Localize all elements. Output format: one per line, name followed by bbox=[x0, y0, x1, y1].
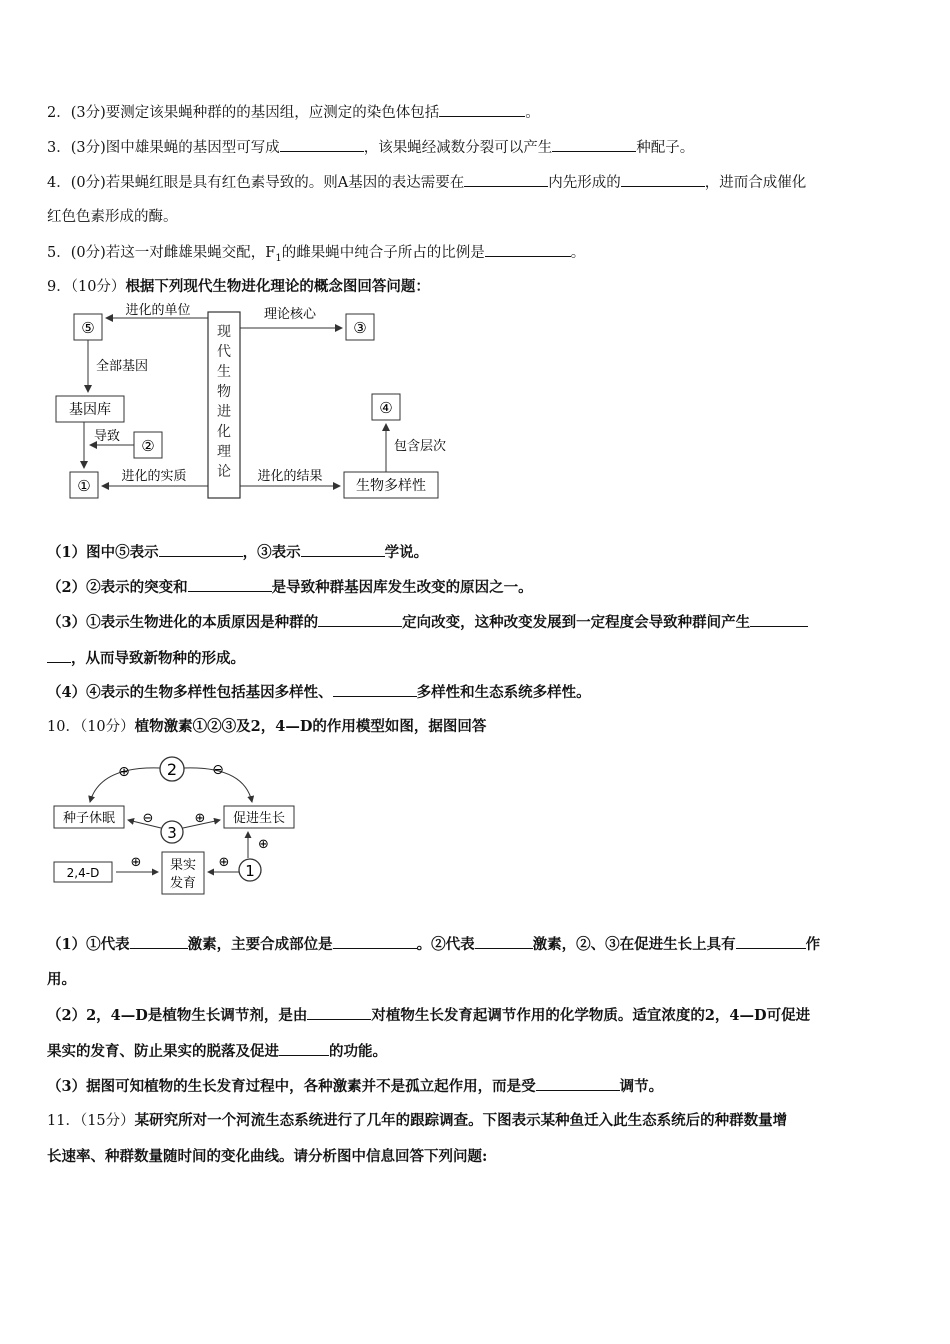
evolution-concept-diagram bbox=[50, 300, 470, 510]
q11-heading-cont: 长速率、种群数量随时间的变化曲线。请分析图中信息回答下列问题: bbox=[47, 1148, 488, 1165]
label-levels: 包含层次 bbox=[394, 439, 447, 454]
center-char: 生 bbox=[217, 364, 231, 380]
fruit-development-box: 果实 bbox=[169, 858, 197, 873]
center-char: 论 bbox=[217, 464, 231, 480]
answer-blank[interactable] bbox=[279, 1041, 329, 1056]
q10-heading: 10．（10分）植物激素①②③及2，4—D的作用模型如图，据图回答 bbox=[47, 718, 487, 735]
hormone-1-node: 1 bbox=[245, 862, 255, 880]
q8-item-2: 2．(3分)要测定该果蝇种群的的基因组，应测定的染色体包括 。 bbox=[47, 102, 540, 123]
answer-blank[interactable] bbox=[280, 137, 364, 152]
node-2: ② bbox=[141, 437, 155, 455]
answer-blank[interactable] bbox=[188, 577, 272, 592]
node-5: ⑤ bbox=[81, 319, 95, 337]
hormone-2-node: 2 bbox=[166, 760, 178, 779]
center-char: 理 bbox=[217, 444, 231, 460]
minus-sign: ⊖ bbox=[142, 811, 154, 826]
seed-dormancy-box: 种子休眠 bbox=[62, 811, 116, 826]
answer-blank[interactable] bbox=[736, 934, 806, 949]
promote-growth-box: 促进生长 bbox=[232, 811, 286, 826]
minus-sign: ⊖ bbox=[212, 762, 224, 778]
answer-blank[interactable] bbox=[439, 102, 525, 117]
answer-blank[interactable] bbox=[621, 172, 705, 187]
q10-part-3: （3）据图可知植物的生长发育过程中，各种激素并不是孤立起作用，而是受 调节。 bbox=[47, 1078, 664, 1095]
q10-part-1-cont: 用。 bbox=[47, 971, 76, 988]
answer-blank[interactable] bbox=[307, 1005, 371, 1020]
q9-part-4: （4）④表示的生物多样性包括基因多样性、 多样性和生态系统多样性。 bbox=[47, 684, 591, 701]
label-all-genes: 全部基因 bbox=[96, 359, 149, 374]
center-char: 现 bbox=[217, 324, 231, 340]
answer-blank[interactable] bbox=[159, 542, 243, 557]
answer-blank[interactable] bbox=[318, 612, 402, 627]
node-3: ③ bbox=[353, 319, 367, 337]
q8-item-5: 5．(0分)若这一对雌雄果蝇交配，$F_1$的雌果蝇中纯合子所占的比例是 。 bbox=[47, 242, 585, 269]
q9-part-3: （3）①表示生物进化的本质原因是种群的 定向改变，这种改变发展到一定程度会导致种群间产生 bbox=[47, 612, 808, 633]
label-core: 理论核心 bbox=[263, 307, 317, 322]
answer-blank[interactable] bbox=[333, 682, 417, 697]
node-4: ④ bbox=[379, 399, 393, 417]
q10-part-1: （1）①代表 激素，主要合成部位是 。②代表 激素，②、③在促进生长上具有 作 bbox=[47, 936, 821, 953]
q8-item-4-cont: 红色色素形成的酶。 bbox=[47, 209, 178, 225]
plus-sign: ⊕ bbox=[218, 855, 230, 870]
answer-blank[interactable] bbox=[301, 542, 385, 557]
2-4-d-box: 2,4-D bbox=[66, 866, 100, 880]
answer-blank[interactable] bbox=[750, 612, 808, 627]
node-1: ① bbox=[77, 477, 91, 495]
gene-pool-box: 基因库 bbox=[69, 402, 111, 418]
answer-blank[interactable] bbox=[536, 1076, 620, 1091]
answer-blank[interactable] bbox=[464, 172, 548, 187]
hormone-3-node: 3 bbox=[167, 824, 177, 842]
answer-blank[interactable] bbox=[130, 934, 188, 949]
q9-part-3-cont: ，从而导致新物种的形成。 bbox=[47, 648, 245, 669]
q10-part-2-cont: 果实的发育、防止果实的脱落及促进 的功能。 bbox=[47, 1043, 387, 1060]
answer-blank[interactable] bbox=[475, 934, 533, 949]
q9-part-2: （2）②表示的突变和 是导致种群基因库发生改变的原因之一。 bbox=[47, 579, 533, 596]
center-char: 进 bbox=[217, 404, 231, 420]
q8-item-4: 4．(0分)若果蝇红眼是具有红色素导致的。则A基因的表达需要在 内先形成的 ，进而合成催化 bbox=[47, 172, 806, 193]
center-char: 化 bbox=[217, 424, 231, 440]
label-cause: 导致 bbox=[94, 429, 121, 444]
answer-blank[interactable] bbox=[485, 242, 571, 257]
answer-blank[interactable] bbox=[47, 648, 71, 663]
biodiversity-box: 生物多样性 bbox=[356, 478, 426, 494]
center-char: 代 bbox=[217, 344, 231, 360]
plus-sign: ⊕ bbox=[194, 811, 206, 826]
hormone-model-diagram bbox=[50, 752, 310, 900]
answer-blank[interactable] bbox=[333, 934, 417, 949]
q9-heading: 9．（10分）根据下列现代生物进化理论的概念图回答问题： bbox=[47, 278, 430, 295]
q11-heading: 11．（15分）某研究所对一个河流生态系统进行了几年的跟踪调查。下图表示某种鱼迁入此生态系统后的种群数量增 bbox=[47, 1112, 788, 1129]
center-char: 物 bbox=[217, 384, 231, 400]
q10-part-2: （2）2，4—D是植物生长调节剂，是由 对植物生长发育起调节作用的化学物质。适宜浓度的2，4—D可促进 bbox=[47, 1007, 811, 1024]
answer-blank[interactable] bbox=[552, 137, 636, 152]
label-result: 进化的结果 bbox=[257, 469, 323, 484]
plus-sign: ⊕ bbox=[258, 837, 269, 852]
fruit-development-box: 发育 bbox=[169, 876, 197, 891]
label-unit: 进化的单位 bbox=[125, 303, 191, 318]
q9-part-1: （1）图中⑤表示 ，③表示 学说。 bbox=[47, 544, 429, 561]
plus-sign: ⊕ bbox=[118, 764, 130, 780]
label-essence: 进化的实质 bbox=[121, 469, 187, 484]
q8-item-3: 3．(3分)图中雄果蝇的基因型可写成 ，该果蝇经减数分裂可以产生 种配子。 bbox=[47, 137, 694, 158]
plus-sign: ⊕ bbox=[130, 855, 142, 870]
